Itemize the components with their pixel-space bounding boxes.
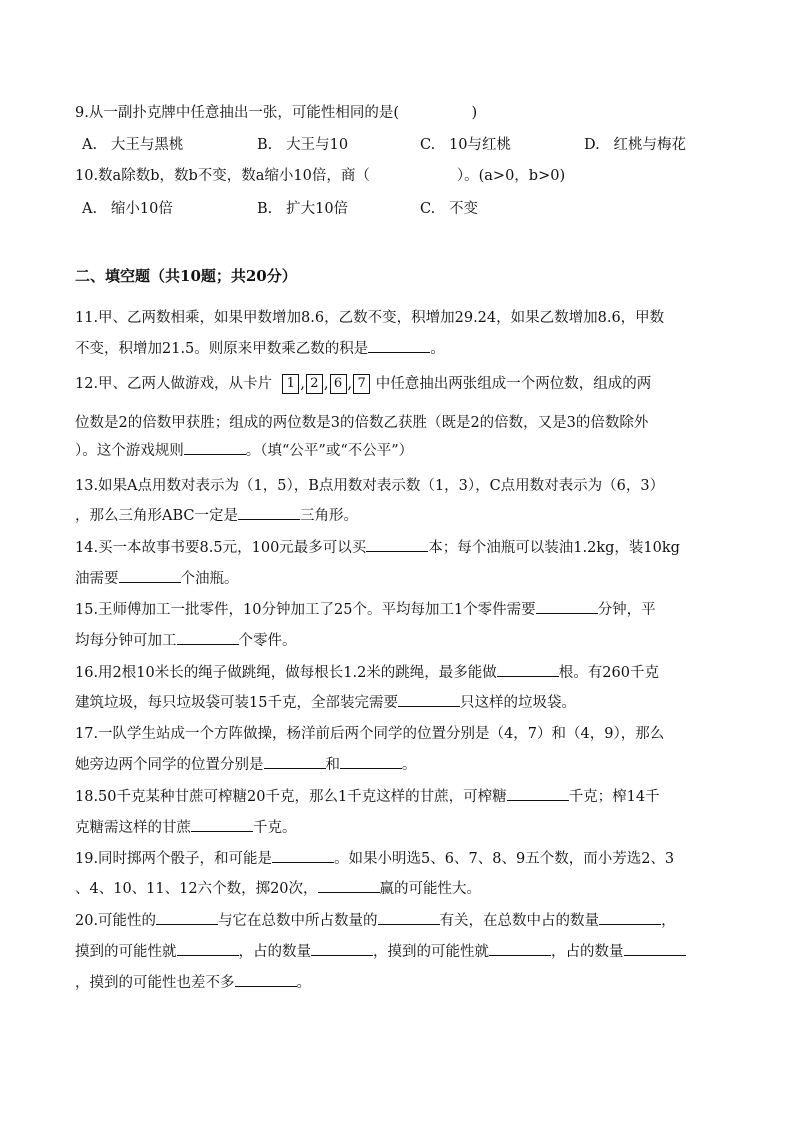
question-16-line-2 [75,691,576,712]
option-letter: A. [82,137,98,153]
question-text: 和 [325,757,340,773]
question-11-line-2 [75,337,445,358]
question-text: 中任意抽出两张组成一个两位数，组成的两 [375,376,652,392]
answer-blank[interactable] [318,877,380,893]
question-12-line-1: 12.甲、乙两人做游戏，从卡片 1 , 2 , 6 , 7 中任意抽出两张组成一个两位数，组成的两 [75,376,652,392]
question-text: 三角形。 [300,508,358,524]
answer-blank[interactable] [264,753,326,769]
q10-option-b[interactable] [257,197,348,218]
option-text: 缩小10倍 [110,201,173,217]
option-letter: B. [257,137,273,153]
card-1: 1 [282,374,299,394]
question-16-line-1 [75,661,659,682]
question-19-line-2 [75,877,481,898]
q9-option-d[interactable] [584,133,686,154]
question-text: ）。这个游戏规则 [75,443,184,459]
answer-blank[interactable] [536,598,598,614]
question-text: ，摸到的可能性也差不多 [75,975,235,991]
q9-option-b[interactable] [257,133,348,154]
question-text: 个油瓶。 [180,571,239,587]
answer-blank[interactable] [398,691,460,707]
question-20-line-1 [75,909,676,930]
q10-option-a[interactable] [82,197,173,218]
question-17-line-2 [75,753,417,774]
question-text: 油需要 [75,571,119,587]
question-text: 。如果小明选5、6、7、8、9五个数，而小芳选2、3 [334,851,675,867]
question-text: 不变，积增加21.5。则原来甲数乘乙数的积是 [75,341,369,357]
option-text: 不变 [449,201,479,217]
question-text: 千克；榨14千 [568,789,660,805]
question-14-line-2 [75,567,239,588]
question-text: 与它在总数中所占数量的 [218,913,378,929]
question-text: ，占的数量 [551,944,624,960]
question-text: 19.同时掷两个骰子，和可能是 [75,851,273,867]
question-text: 均每分钟可加工 [75,633,177,649]
answer-blank[interactable] [177,629,239,645]
question-13-line-2 [75,504,358,525]
question-12-line-3 [75,439,413,460]
question-text: 有关，在总数中占的数量 [439,913,600,929]
question-14-line-1 [75,536,680,557]
answer-blank[interactable] [177,940,239,956]
question-text: 千克。 [253,820,297,836]
question-text: 个零件。 [238,633,297,649]
option-text: 大王与黑桃 [110,137,184,153]
section-heading: 二、填空题（共10题；共20分） [75,267,297,285]
answer-blank[interactable] [119,567,181,583]
question-20-line-2 [75,940,686,961]
question-12-line-2: 位数是2的倍数甲获胜；组成的两位数是3的倍数乙获胜（既是2的倍数，又是3的倍数除外 [75,415,649,431]
answer-blank[interactable] [489,940,551,956]
question-text: 分钟，平 [597,602,656,618]
option-letter: B. [257,201,273,217]
answer-blank[interactable] [507,785,569,801]
question-text: 。 [430,341,445,357]
q9-option-c[interactable] [420,133,511,154]
question-text: 克糖需这样的甘蔗 [75,820,191,836]
question-text: ， [661,913,676,929]
question-11-line-1: 11.甲、乙两数相乘，如果甲数增加8.6，乙数不变，积增加29.24，如果乙数增加8.6，甲数 [75,310,665,326]
question-text: 15.王师傅加工一批零件，10分钟加工了25个。平均每加工1个零件需要 [75,602,536,618]
answer-blank[interactable] [624,940,686,956]
question-9-stem: 9.从一副扑克牌中任意抽出一张，可能性相同的是( ) [75,105,478,121]
question-text: 只这样的垃圾袋。 [459,695,576,711]
question-20-line-3 [75,971,311,992]
question-text: 摸到的可能性就 [75,944,177,960]
question-text: ，摸到的可能性就 [373,944,489,960]
question-text: 赢的可能性大。 [379,881,482,897]
question-18-line-1 [75,785,660,806]
option-letter: C. [420,137,436,153]
option-letter: C. [420,201,436,217]
card-7: 7 [353,374,370,394]
option-letter: A. [82,201,98,217]
question-text: 、4、10、11、12六个数，掷20次， [75,881,318,897]
question-19-line-1 [75,847,674,868]
answer-blank[interactable] [368,337,430,353]
answer-blank[interactable] [191,816,253,832]
question-text: 。 [296,975,311,991]
q10-option-c[interactable] [420,197,478,218]
answer-blank[interactable] [184,439,246,455]
question-10-stem: 10.数a除数b，数b不变，数a缩小10倍，商（ ）。(a>0，b>0) [75,168,566,184]
answer-blank[interactable] [238,504,300,520]
question-text: 16.用2根10米长的绳子做跳绳，做每根长1.2米的跳绳，最多能做 [75,665,497,681]
answer-blank[interactable] [340,753,402,769]
answer-blank[interactable] [235,971,297,987]
option-letter: D. [584,137,600,153]
option-text: 10与红桃 [449,137,511,153]
answer-blank[interactable] [366,536,428,552]
question-13-line-1: 13.如果A点用数对表示为（1，5），B点用数对表示数（1，3），C点用数对表示为（6，3） [75,478,665,494]
option-text: 扩大10倍 [286,201,349,217]
answer-blank[interactable] [497,661,559,677]
question-text: ，那么三角形ABC一定是 [75,508,238,524]
card-2: 2 [306,374,323,394]
q9-option-a[interactable] [82,133,183,154]
question-text: 。 [402,757,417,773]
question-text: 她旁边两个同学的位置分别是 [75,757,264,773]
answer-blank[interactable] [599,909,661,925]
question-15-line-1 [75,598,656,619]
question-text: 14.买一本故事书要8.5元，100元最多可以买 [75,540,367,556]
question-text: ，占的数量 [238,944,311,960]
question-18-line-2 [75,816,297,837]
option-text: 红桃与梅花 [613,137,687,153]
question-text: 建筑垃圾，每只垃圾袋可装15千克，全部装完需要 [75,695,398,711]
option-text: 大王与10 [286,137,349,153]
question-text: 本；每个油瓶可以装油1.2kg，装10kg [428,540,680,556]
question-17-line-1: 17.一队学生站成一个方阵做操，杨洋前后两个同学的位置分别是（4，7）和（4，9），那么 [75,726,665,742]
answer-blank[interactable] [378,909,440,925]
question-text: 12.甲、乙两人做游戏，从卡片 [75,376,273,392]
answer-blank[interactable] [272,847,334,863]
card-6: 6 [330,374,347,394]
question-text: 20.可能性的 [75,913,157,929]
answer-blank[interactable] [156,909,218,925]
question-15-line-2 [75,629,297,650]
answer-blank[interactable] [311,940,373,956]
question-text: 根。有260千克 [558,665,659,681]
question-text: 。（填“公平”或“不公平”） [245,443,414,459]
question-text: 18.50千克某种甘蔗可榨糖20千克，那么1千克这样的甘蔗，可榨糖 [75,789,507,805]
